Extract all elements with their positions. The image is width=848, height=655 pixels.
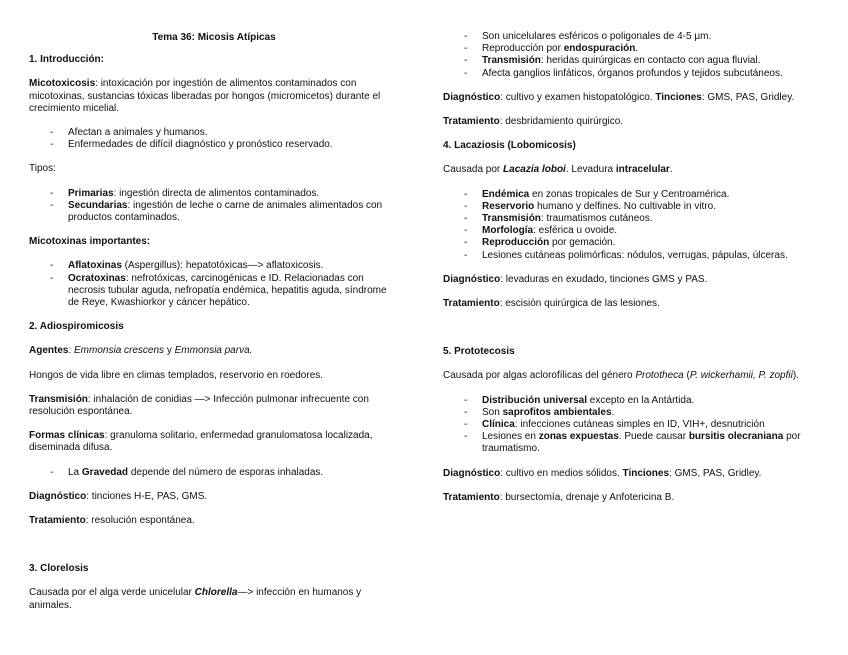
paragraph-transmision: Transmisión: inhalación de conidias —> Infección pulmonar infrecuente con resolución espontánea.	[29, 393, 369, 418]
list-item: - Afecta ganglios linfáticos, órganos profundos y tejidos subcutáneos.	[443, 68, 821, 80]
paragraph-diagnostico: Diagnóstico: cultivo y examen histopatológico. Tinciones: GMS, PAS, Gridley.	[443, 91, 795, 103]
section-heading-clorelosis: 3. Clorelosis	[29, 563, 89, 575]
paragraph-hongos: Hongos de vida libre en climas templados, reservorio en roedores.	[29, 369, 324, 381]
list-item: - Son unicelulares esféricos o poligonales de 4-5 μm.	[443, 31, 821, 43]
paragraph-formas-clinicas: Formas clínicas: granuloma solitario, enfermedad granulomatosa localizada, diseminada difusa.	[29, 430, 373, 454]
list-item: - Distribución universal excepto en la Antártida.	[443, 395, 821, 407]
list-item: - Enfermedades de difícil diagnóstico y pronóstico reservado.	[29, 139, 399, 151]
list-tipos	[29, 188, 399, 225]
list-item: - Transmisión: traumatismos cutáneos.	[443, 213, 821, 225]
paragraph-agentes: Agentes: Emmonsia crescens y Emmonsia parva.	[29, 345, 253, 357]
section-heading-introduccion: 1. Introducción:	[29, 54, 104, 66]
list-item: - Clínica: infecciones cutáneas simples en ID, VIH+, desnutrición	[443, 419, 821, 431]
list-intro	[29, 127, 399, 151]
list-item: - Transmisión: heridas quirúrgicas en contacto con agua fluvial.	[443, 55, 821, 67]
list-item: - Lesiones cutáneas polimórficas: nódulos, verrugas, pápulas, úlceras.	[443, 250, 821, 262]
paragraph-prototheca: Causada por algas aclorofílicas del género Prototheca (P. wickerhamii, P. zopfii).	[443, 370, 799, 382]
list-clorelosis	[443, 31, 821, 80]
list-item: - Reproducción por endospuración.	[443, 43, 821, 55]
paragraph-tratamiento: Tratamiento: desbridamiento quirúrgico.	[443, 116, 624, 128]
paragraph-clorelosis: Causada por el alga verde unicelular Chlorella—> infección en humanos y animales.	[29, 587, 362, 611]
list-item: - Reservorio humano y delfines. No cultivable in vitro.	[443, 201, 821, 213]
list-item: - Ocratoxinas: nefrotóxicas, carcinogénicas e ID. Relacionadas con necrosis tubular aguda, nefropatía endémica, hepatitis aguda, síndrome de Reye, Kwashiorkor y cáncer hepático.	[29, 273, 399, 310]
paragraph-tratamiento: Tratamiento: resolución espontánea.	[29, 515, 195, 527]
list-item: - Son saprofitos ambientales.	[443, 407, 821, 419]
paragraph-tratamiento: Tratamiento: escisión quirúrgica de las lesiones.	[443, 298, 660, 310]
right-column	[443, 0, 821, 504]
list-gravedad	[29, 467, 399, 479]
list-item: - Endémica en zonas tropicales de Sur y Centroamérica.	[443, 189, 821, 201]
list-item: - Lesiones en zonas expuestas. Puede causar bursitis olecraniana por traumatismo.	[443, 431, 821, 455]
subheading-micotoxinas: Micotoxinas importantes:	[29, 236, 151, 248]
section-heading-adiospiromicosis: 2. Adiospiromicosis	[29, 321, 124, 333]
list-item: - Afectan a animales y humanos.	[29, 127, 399, 139]
list-item: - La Gravedad depende del número de esporas inhaladas.	[29, 467, 399, 479]
list-micotoxinas	[29, 260, 399, 309]
list-item: - Primarias: ingestión directa de alimentos contaminados.	[29, 188, 399, 200]
list-item: - Secundarias: ingestión de leche o carne de animales alimentados con productos contaminados.	[29, 200, 399, 224]
list-item: - Morfología: esférica u ovoide.	[443, 225, 821, 237]
paragraph-diagnostico: Diagnóstico: tinciones H-E, PAS, GMS.	[29, 490, 208, 502]
section-heading-lacaziosis: 4. Lacaziosis (Lobomicosis)	[443, 140, 576, 152]
left-column	[29, 0, 399, 612]
paragraph-diagnostico: Diagnóstico: cultivo en medios sólidos. Tinciones: GMS, PAS, Gridley.	[443, 467, 762, 479]
list-item: - Reproducción por gemación.	[443, 237, 821, 249]
page-title: Tema 36: Micosis Atípicas	[152, 32, 276, 43]
label-tipos: Tipos:	[29, 163, 56, 175]
section-heading-prototecosis: 5. Prototecosis	[443, 346, 515, 358]
paragraph-lacazia: Causada por Lacazia loboi. Levadura intracelular.	[443, 164, 673, 176]
paragraph-diagnostico: Diagnóstico: levaduras en exudado, tinciones GMS y PAS.	[443, 273, 708, 285]
paragraph-micotoxicosis: Micotoxicosis: intoxicación por ingestión de alimentos contaminados con micotoxinas, sustancias tóxicas liberadas por hongos (micromicetos) durante el crecimiento micelial.	[29, 78, 381, 114]
list-prototecosis	[443, 395, 821, 456]
list-item: - Aflatoxinas (Aspergillus): hepatotóxicas—> aflatoxicosis.	[29, 260, 399, 272]
paragraph-tratamiento: Tratamiento: bursectomía, drenaje y Anfotericina B.	[443, 491, 675, 503]
list-lacaziosis	[443, 189, 821, 262]
